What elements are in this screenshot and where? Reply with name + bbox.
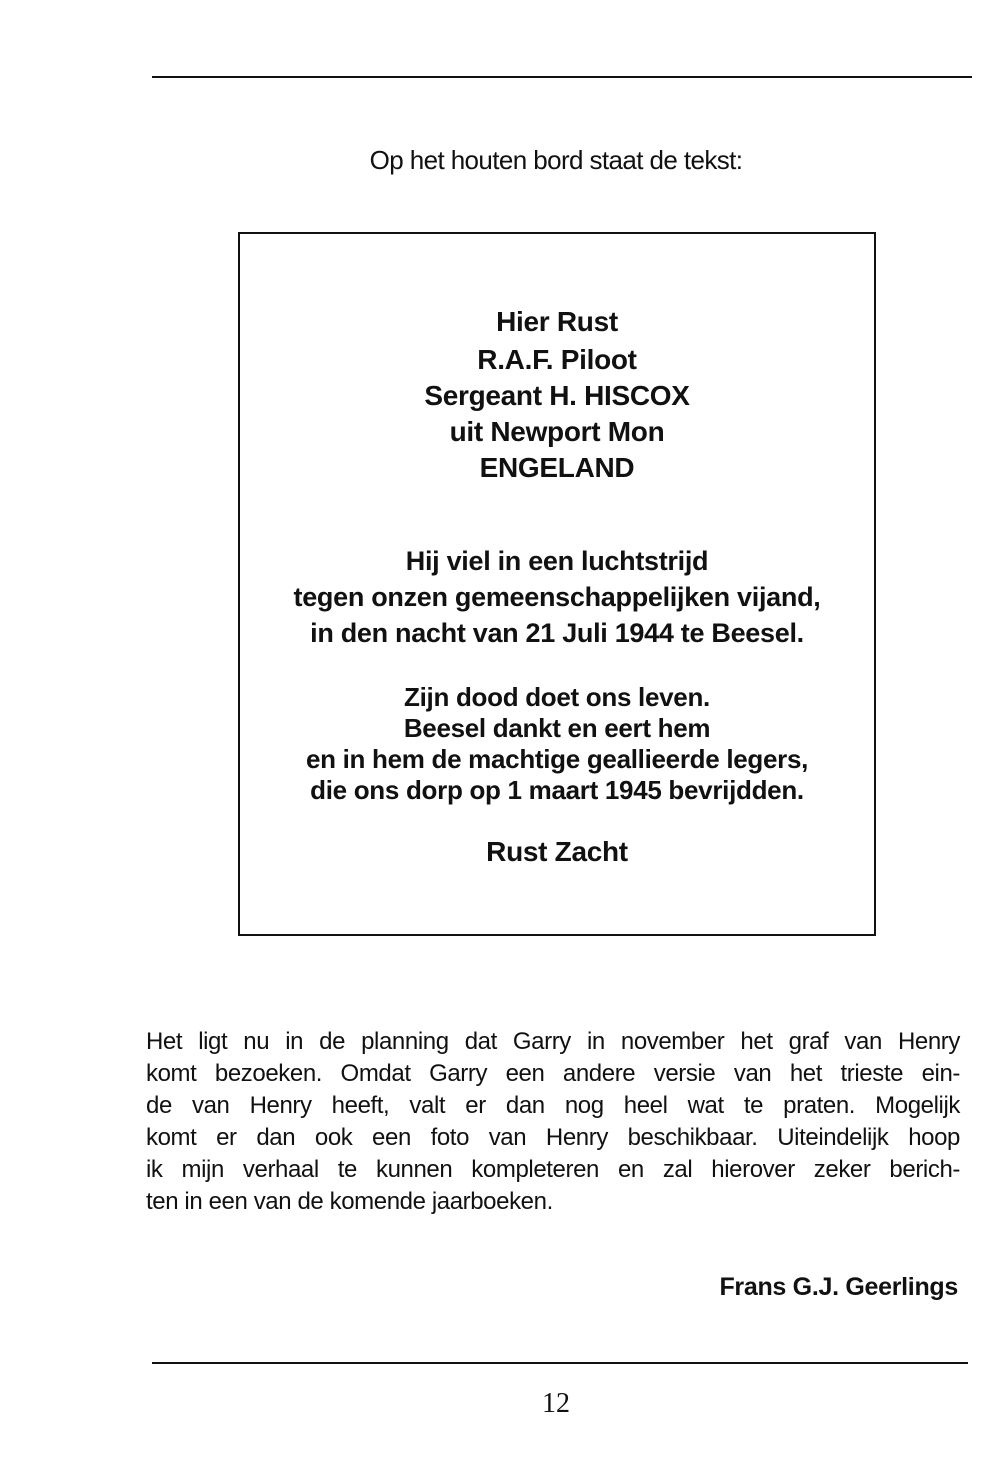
board-line-hier-rust: Hier Rust <box>496 306 618 337</box>
board-line-vijand: tegen onzen gemeenschappelijken vijand, <box>293 582 821 612</box>
body-paragraph <box>146 1026 960 1218</box>
board-line-bevrijdden: die ons dorp op 1 maart 1945 bevrijdden. <box>310 775 804 805</box>
board-line-legers: en in hem de machtige geallieerde legers, <box>305 744 809 774</box>
body-line: de van Henry heeft, valt er dan nog heel wat te praten. Mogelijk <box>146 1092 960 1119</box>
bottom-rule <box>152 1362 968 1364</box>
body-line: Het ligt nu in de planning dat Garry in november het graf van Henry <box>146 1028 960 1055</box>
body-line: komt er dan ook een foto van Henry beschikbaar. Uiteindelijk hoop <box>146 1124 960 1151</box>
board-line-sergeant: Sergeant H. HISCOX <box>424 380 690 411</box>
board-line-beesel-dankt: Beesel dankt en eert hem <box>403 713 711 743</box>
board-line-beesel-date: in den nacht van 21 Juli 1944 te Beesel. <box>310 618 804 648</box>
board-line-raf-piloot: R.A.F. Piloot <box>477 344 637 375</box>
inscription-board <box>238 232 876 936</box>
body-line: komt bezoeken. Omdat Garry een andere versie van het trieste ein- <box>146 1060 960 1087</box>
body-line: ik mijn verhaal te kunnen kompleteren en zal hierover zeker berich- <box>146 1156 960 1183</box>
board-line-luchtstrijd: Hij viel in een luchtstrijd <box>405 546 709 576</box>
author-signature: Frans G.J. Geerlings <box>719 1273 958 1301</box>
board-line-zijn-dood: Zijn dood doet ons leven. <box>404 682 710 712</box>
board-line-rust-zacht: Rust Zacht <box>486 836 628 867</box>
top-rule <box>152 76 972 78</box>
board-line-newport: uit Newport Mon <box>449 416 665 447</box>
board-line-engeland: ENGELAND <box>479 452 635 483</box>
body-line: ten in een van de komende jaarboeken. <box>146 1188 553 1215</box>
page-number: 12 <box>542 1388 570 1419</box>
intro-text: Op het houten bord staat de tekst: <box>369 145 743 175</box>
